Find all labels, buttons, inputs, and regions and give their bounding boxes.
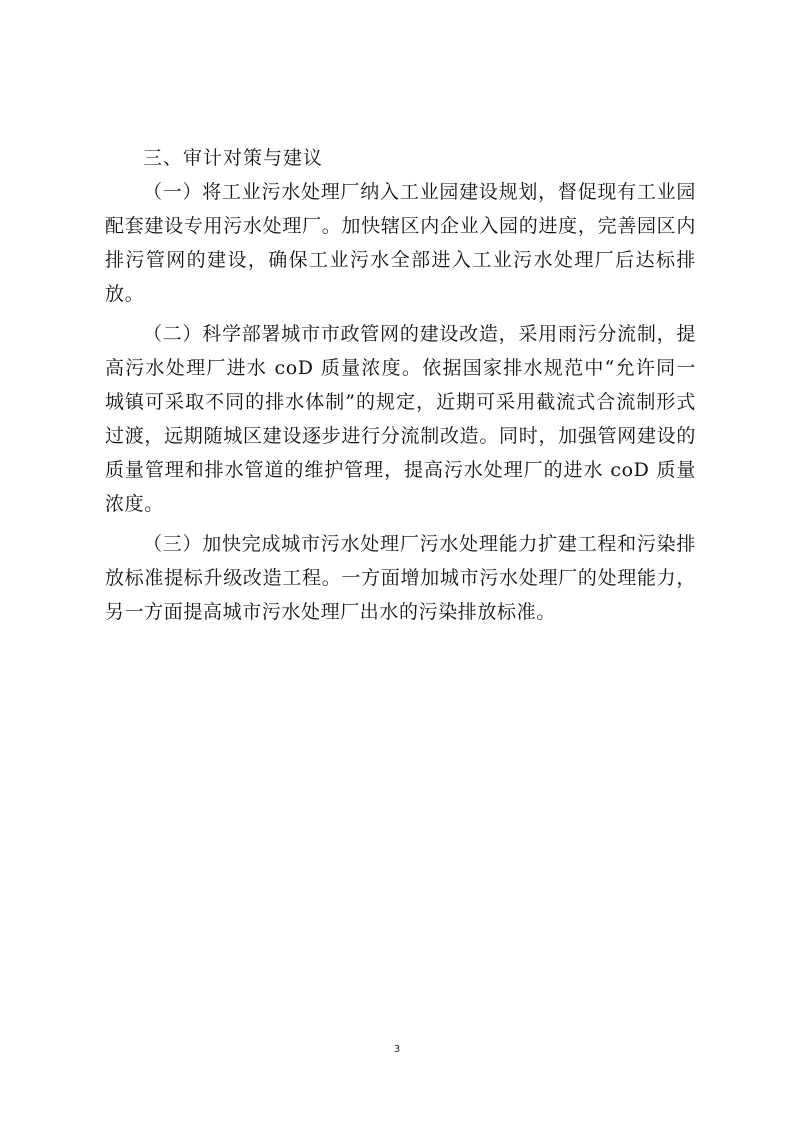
page-content <box>105 141 696 629</box>
page-number: 3 <box>393 1044 401 1055</box>
paragraph-3: （三）加快完成城市污水处理厂污水处理能力扩建工程和污染排放标准提标升级改造工程。一方面增加城市污水处理厂的处理能力，另一方面提高城市污水处理厂出水的污染排放标准。 <box>105 533 696 623</box>
paragraph-1: （一）将工业污水处理厂纳入工业园建设规划，督促现有工业园配套建设专用污水处理厂。加快辖区内企业入园的进度，完善园区内排污管网的建设，确保工业污水全部进入工业污水处理厂后达标排放。 <box>105 181 696 305</box>
paragraph-2: （二）科学部署城市市政管网的建设改造，采用雨污分流制，提高污水处理厂进水 coD 质量浓度。依据国家排水规范中“允许同一城镇可采取不同的排水体制”的规定，近期可采用截流式合流制形式过渡，远期随城区建设逐步进行分流制改造。同时，加强管网建设的质量管理和排水管道的维护管理，提高污水处理厂的进水 coD 质量浓度。 <box>105 323 696 515</box>
section-heading: 三、审计对策与建议 <box>143 147 324 169</box>
